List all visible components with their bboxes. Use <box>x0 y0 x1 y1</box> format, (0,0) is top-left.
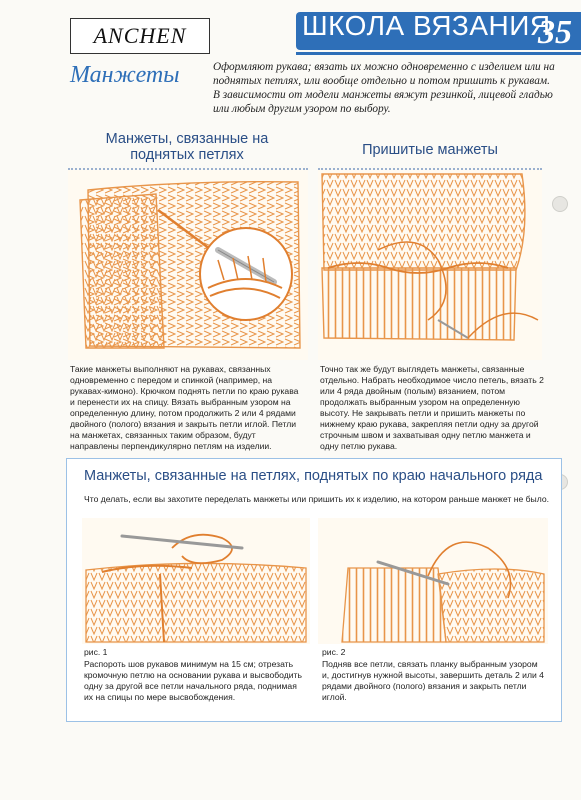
needle-icon <box>122 536 242 548</box>
punch-hole <box>552 196 568 212</box>
knitting-illustration <box>318 170 542 360</box>
fig2-text: Подняв все петли, связать планку выбранным узором и, достигнув нужной высоты, завершить деталь 2 или 4 рядами двойного (полого) вязания и закрыть петли иглой. <box>322 659 544 702</box>
section-intro: Оформляют рукава; вязать их можно одновременно с изделием или на поднятых петлях, или вообще отдельно и потом пришить к рукавам. В зависимости от модели манжеты вяжут резинкой, лицевой гладью или любым другим узором по выбору. <box>213 61 555 115</box>
illustration-sewn-cuff <box>318 170 542 360</box>
illustration-fig1 <box>82 518 310 644</box>
page-number: 35 <box>538 14 572 51</box>
fig2-label: рис. 2 <box>322 647 346 657</box>
knitting-illustration <box>318 518 548 644</box>
magazine-title: ШКОЛА ВЯЗАНИЯ <box>302 10 551 41</box>
brand-name: ANCHEN <box>93 23 187 48</box>
fig1-label: рис. 1 <box>84 647 108 657</box>
box-title: Манжеты, связанные на петлях, поднятых по краю начального ряда <box>84 468 543 484</box>
fig1-text: Распороть шов рукавов минимум на 15 см; отрезать кромочную петлю на основании рукава и высвободить одну за другой все петли начального ряда, поднимая их на спицы по мере высвобождения. <box>84 659 302 702</box>
right-body-text: Точно так же будут выглядеть манжеты, связанные отдельно. Набрать необходимое число петель, вязать 2 или 4 ряда двойным (полым) вязанием, потом продолжать выбранным узором на определенную высоту. Не закрывать петли и пришить манжеты по нижнему краю рукава, закрепляя петли одну за другой строчным швом и захватывая одну петлю манжета и одну петлю рукава. <box>320 364 544 451</box>
header-rule <box>296 52 581 55</box>
brand-box <box>70 18 210 54</box>
section-title: Манжеты <box>70 62 180 88</box>
knitting-illustration <box>68 170 308 360</box>
illustration-picked-up-cuff <box>68 170 308 360</box>
right-caption: Пришитые манжеты <box>362 142 498 158</box>
illustration-fig2 <box>318 518 548 644</box>
box-subtitle: Что делать, если вы захотите переделать манжеты или пришить их к изделию, на котором раньше манжет не было. <box>84 494 550 504</box>
left-body-text: Такие манжеты выполняют на рукавах, связанных одновременно с передом и спинкой (например, на рукавах-кимоно). Крючком поднять петли по краю рукава и перенести их на спицу. Вязать выбранным узором на определенную длину, потом продолжить 2 или 4 рядами двойного (полого) вязания и закрыть петли иглой. Петли на манжетах, связанных таким образом, будут направлены перпендикулярно петлям на изделии. <box>70 364 299 451</box>
left-caption: Манжеты, связанные на поднятых петлях <box>105 131 269 163</box>
knitting-illustration <box>82 518 310 644</box>
